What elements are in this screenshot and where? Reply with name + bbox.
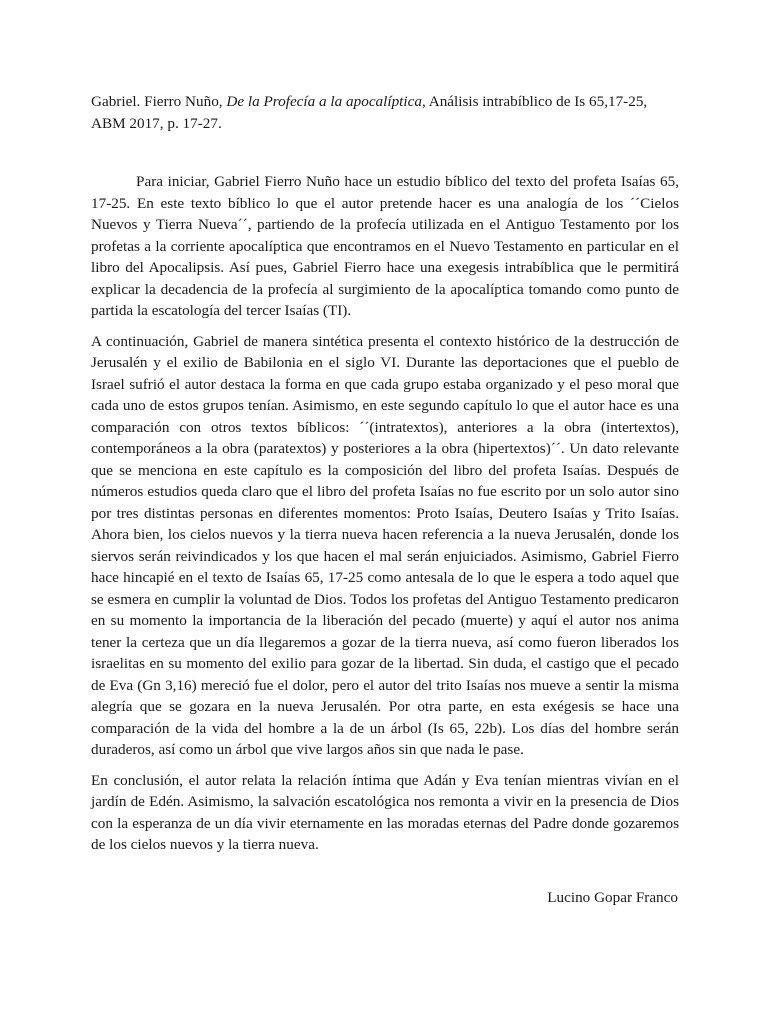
author-signature: Lucino Gopar Franco: [547, 889, 678, 906]
citation-title: De la Profecía a la apocalíptica: [226, 93, 422, 110]
paragraph-introduction: Para iniciar, Gabriel Fierro Nuño hace un estudio bíblico del texto del profeta Isaías 65, 17-25. En este texto bíblico lo que el autor pretende hacer es una analogía de los ´´Cielos Nuevos y Tierra Nueva´´, partiendo de la profecía utilizada en el Antiguo Testamento por los profetas a la corriente apocalíptica que encontramos en el Nuevo Testamento en particular en el libro del Apocalipsis. Así pues, Gabriel Fierro hace una exegesis intrabíblica que le permitirá explicar la decadencia de la profecía al surgimiento de la apocalíptica tomando como punto de partida la escatología del tercer Isaías (TI).: [91, 173, 679, 319]
paragraph-conclusion: En conclusión, el autor relata la relación íntima que Adán y Eva tenían mientras vivían en el jardín de Edén. Asimismo, la salvación escatológica nos remonta a vivir en la presencia de Dios con la esperanza de un día vivir eternamente en las moradas eternas del Padre donde gozaremos de los cielos nuevos y la tierra nueva.: [91, 771, 679, 853]
paragraph-context: A continuación, Gabriel de manera sintética presenta el contexto histórico de la destrucción de Jerusalén y el exilio de Babilonia en el siglo VI. Durante las deportaciones que el pueblo de Israel sufrió el autor destaca la forma en que cada grupo estaba organizado y el peso moral que cada uno de estos grupos tenían. Asimismo, en este segundo capítulo lo que el autor hace es una comparación con otros textos bíblicos: ´´(intratextos), anteriores a la obra (intertextos), contemporáneos a la obra (paratextos) y posteriores a la obra (hipertextos)´´. Un dato relevante que se menciona en este capítulo es la composición del libro del profeta Isaías. Después de números estudios queda claro que el libro del profeta Isaías no fue escrito por un solo autor sino por tres distintas personas en diferentes momentos: Proto Isaías, Deutero Isaías y Trito Isaías. Ahora bien, los cielos nuevos y la tierra nueva hacen referencia a la nueva Jerusalén, donde los siervos serán reivindicados y los que hacen el mal serán enjuiciados. Asimismo, Gabriel Fierro hace hincapié en el texto de Isaías 65, 17-25 como antesala de lo que le espera a todo aquel que se esmera en cumplir la voluntad de Dios. Todos los profetas del Antiguo Testamento predicaron en su momento la importancia de la liberación del pecado (muerte) y aquí el autor nos anima tener la certeza que un día llegaremos a gozar de la tierra nueva, así como fueron liberados los israelitas en su momento del exilio para gozar de la libertad. Sin duda, el castigo que el pecado de Eva (Gn 3,16) mereció fue el dolor, pero el autor del trito Isaías nos mueve a sentir la misma alegría que se gozara en la nueva Jerusalén. Por otra parte, en esta exégesis se hace una comparación de la vida del hombre a la de un árbol (Is 65, 22b). Los días del hombre serán duraderos, así como un árbol que vive largos años sin que nada le pase.: [91, 332, 679, 758]
citation-details: , Análisis intrabíblico de Is 65,17-25, ABM 2017, p. 17-27.: [91, 93, 648, 132]
review-body: [91, 171, 679, 865]
bibliographic-citation: [91, 91, 681, 134]
citation-author: Gabriel. Fierro Nuño,: [91, 93, 227, 110]
